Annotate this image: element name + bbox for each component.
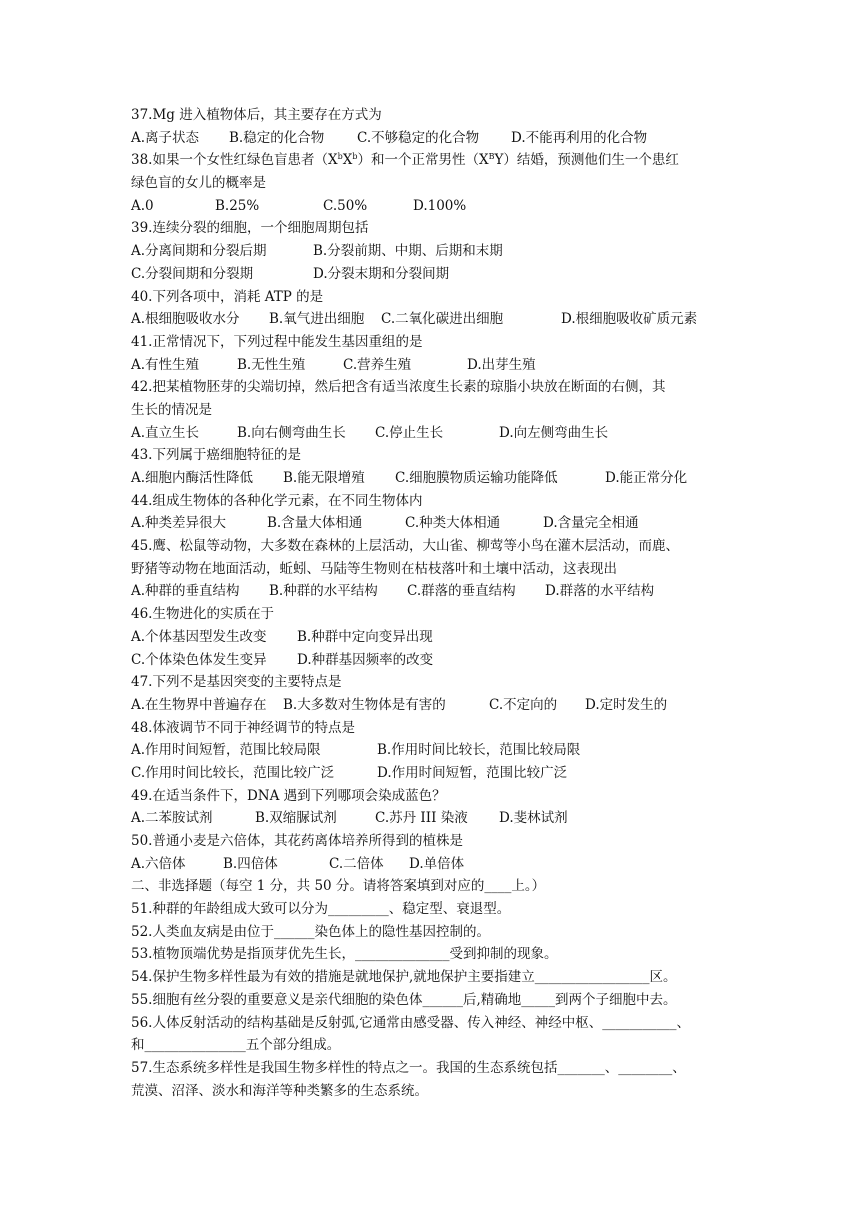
stem-part: X <box>342 152 353 169</box>
question-48-stem: 48.体液调节不同于神经调节的特点是 <box>131 719 355 736</box>
question-49-options <box>131 807 751 830</box>
question-44-options <box>131 512 751 535</box>
option-d: D.分裂末期和分裂间期 <box>313 265 450 282</box>
option-b: B.含量大体相通 <box>267 515 363 532</box>
question-45-stem-continued: 野猪等动物在地面活动，蚯蚓、马陆等生物则在枯枝落叶和土壤中活动，这表现出 <box>131 560 617 577</box>
option-c: C.分裂间期和分裂期 <box>131 265 254 282</box>
option-b: B.分裂前期、中期、后期和末期 <box>313 243 503 260</box>
option-d: D.斐林试剂 <box>499 810 568 827</box>
question-48-options-row1 <box>131 739 751 762</box>
question-50-options <box>131 853 751 876</box>
question-49-stem: 49.在适当条件下，DNA 遇到下列哪项会染成蓝色？ <box>131 787 446 804</box>
option-b: B.无性生殖 <box>237 356 306 373</box>
superscript: B <box>488 152 495 162</box>
option-c: C.不够稳定的化合物 <box>357 129 480 146</box>
option-a: A.二苯胺试剂 <box>131 810 213 827</box>
option-a: A.0 <box>131 197 154 214</box>
option-a: A.直立生长 <box>131 424 200 441</box>
option-c: C.细胞膜物质运输功能降低 <box>395 470 558 486</box>
question-51: 51.种群的年龄组成大致可以分为_________、稳定型、衰退型。 <box>131 901 511 918</box>
stem-part: ）和一个正常男性（X <box>357 152 489 169</box>
question-37-options <box>131 127 751 150</box>
option-a: A.分离间期和分裂后期 <box>131 243 267 260</box>
question-52: 52.人类血友病是由位于______染色体上的隐性基因控制的。 <box>131 923 490 940</box>
question-41-options <box>131 354 751 377</box>
option-a: A.六倍体 <box>131 855 186 872</box>
question-47-stem: 47.下列不是基因突变的主要特点是 <box>131 674 342 691</box>
stem-part: Y）结婚，预测他们生一个患红 <box>494 152 679 169</box>
option-a: A.有性生殖 <box>131 356 200 373</box>
option-d: D.不能再利用的化合物 <box>511 129 648 146</box>
option-a: A.根细胞吸收水分 <box>131 311 240 328</box>
question-38-stem <box>131 149 751 172</box>
question-42-options <box>131 422 751 445</box>
option-d: D.群落的水平结构 <box>545 583 655 600</box>
option-b: B.稳定的化合物 <box>229 129 325 146</box>
option-d: D.能正常分化 <box>605 470 688 486</box>
question-43-options <box>131 467 751 490</box>
option-b: B.大多数对生物体是有害的 <box>283 696 446 713</box>
option-d: D.根细胞吸收矿质元素 <box>561 311 698 328</box>
stem-part: 38.如果一个女性红绿色盲患者（X <box>131 152 338 169</box>
question-39-options-row1 <box>131 240 751 263</box>
option-b: B.种群中定向变异出现 <box>297 628 433 645</box>
option-b: B.作用时间比较长，范围比较局限 <box>377 742 581 759</box>
option-b: B.四倍体 <box>223 855 278 872</box>
option-a: A.细胞内酶活性降低 <box>131 470 254 486</box>
option-a: A.个体基因型发生改变 <box>131 628 267 645</box>
option-c: C.群落的垂直结构 <box>407 583 516 600</box>
option-c: C.二氧化碳进出细胞 <box>381 311 504 328</box>
superscript: b <box>337 152 343 162</box>
option-c: C.苏丹 III 染液 <box>375 810 468 827</box>
question-54: 54.保护生物多样性最为有效的措施是就地保护,就地保护主要指建立_________________区。 <box>131 969 677 986</box>
superscript: b <box>352 152 358 162</box>
option-b: B.双缩脲试剂 <box>255 810 337 827</box>
option-a: A.种类差异很大 <box>131 515 227 532</box>
question-57-line1: 57.生态系统多样性是我国生物多样性的特点之一。我国的生态系统包括_______、________、 <box>131 1059 686 1076</box>
question-40-stem: 40.下列各项中，消耗 ATP 的是 <box>131 288 324 305</box>
option-c: C.营养生殖 <box>343 356 412 373</box>
question-43-stem: 43.下列属于癌细胞特征的是 <box>131 447 301 464</box>
option-b: B.能无限增殖 <box>283 470 365 486</box>
question-45-options <box>131 580 751 603</box>
question-39-stem: 39.连续分裂的细胞，一个细胞周期包括 <box>131 220 369 237</box>
option-a: A.在生物界中普遍存在 <box>131 696 267 713</box>
option-b: B.种群的水平结构 <box>269 583 378 600</box>
option-d: D.向左侧弯曲生长 <box>499 424 609 441</box>
option-c: C.个体染色体发生变异 <box>131 651 267 668</box>
option-c: C.不定向的 <box>489 696 558 713</box>
question-46-options-row1 <box>131 626 751 649</box>
question-38-stem-continued: 绿色盲的女儿的概率是 <box>131 175 266 192</box>
question-56-line2: 和_______________五个部分组成。 <box>131 1037 341 1054</box>
option-d: D.种群基因频率的改变 <box>297 651 434 668</box>
option-d: D.单倍体 <box>409 855 465 872</box>
question-46-stem: 46.生物进化的实质在于 <box>131 606 274 623</box>
question-48-options-row2 <box>131 762 751 785</box>
option-d: D.出芽生殖 <box>467 356 536 373</box>
option-c: C.作用时间比较长，范围比较广泛 <box>131 764 335 781</box>
option-a: A.离子状态 <box>131 129 200 146</box>
option-b: B.向右侧弯曲生长 <box>237 424 346 441</box>
option-c: C.二倍体 <box>329 855 384 872</box>
question-37-stem: 37.Mg 进入植物体后，其主要存在方式为 <box>131 107 382 123</box>
question-42-stem-continued: 生长的情况是 <box>131 401 212 418</box>
question-53: 53.植物顶端优势是指顶芽优先生长，______________受到抑制的现象。 <box>131 946 558 963</box>
question-39-options-row2 <box>131 263 751 286</box>
question-42-stem: 42.把某植物胚芽的尖端切掉，然后把含有适当浓度生长素的琼脂小块放在断面的右侧，其 <box>131 379 666 396</box>
option-c: C.停止生长 <box>375 424 444 441</box>
question-46-options-row2 <box>131 649 751 672</box>
option-d: D.定时发生的 <box>585 696 668 713</box>
option-d: D.100% <box>413 197 467 214</box>
option-b: B.氧气进出细胞 <box>269 311 365 328</box>
option-c: C.种类大体相通 <box>405 515 501 532</box>
option-d: D.含量完全相通 <box>543 515 639 532</box>
question-57-line2: 荒漠、沼泽、淡水和海洋等种类繁多的生态系统。 <box>131 1082 428 1099</box>
section-2-heading: 二、非选择题（每空 1 分，共 50 分。请将答案填到对应的____上。） <box>131 878 546 895</box>
question-55: 55.细胞有丝分裂的重要意义是亲代细胞的染色体______后,精确地_____到两个子细胞中去。 <box>131 991 677 1008</box>
option-c: C.50% <box>323 197 368 214</box>
question-50-stem: 50.普通小麦是六倍体，其花药离体培养所得到的植株是 <box>131 833 463 849</box>
option-b: B.25% <box>215 197 260 214</box>
question-45-stem: 45.鹰、松鼠等动物，大多数在森林的上层活动，大山雀、柳莺等小鸟在灌木层活动，而鹿、 <box>131 538 679 555</box>
question-56-line1: 56.人体反射活动的结构基础是反射弧,它通常由感受器、传入神经、神经中枢、___________、 <box>131 1014 691 1031</box>
question-47-options <box>131 694 751 717</box>
option-a: A.作用时间短暂，范围比较局限 <box>131 742 321 759</box>
question-40-options <box>131 308 751 331</box>
question-38-options <box>131 195 751 218</box>
option-d: D.作用时间短暂，范围比较广泛 <box>377 764 568 781</box>
option-a: A.种群的垂直结构 <box>131 583 240 600</box>
question-41-stem: 41.正常情况下，下列过程中能发生基因重组的是 <box>131 333 423 350</box>
question-44-stem: 44.组成生物体的各种化学元素，在不同生物体内 <box>131 492 423 509</box>
exam-content <box>131 104 751 1102</box>
